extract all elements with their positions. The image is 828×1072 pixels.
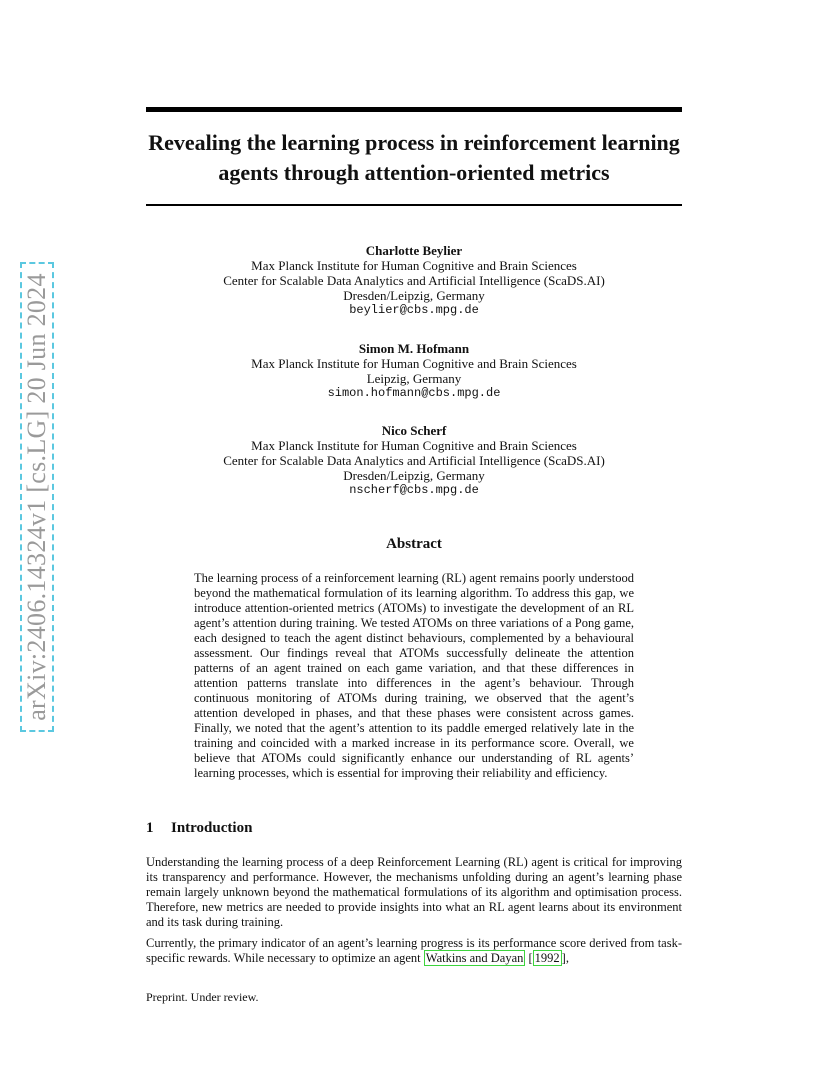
author-name: Charlotte Beylier — [365, 243, 463, 258]
author-name: Nico Scherf — [381, 423, 447, 438]
title-rule-top — [146, 107, 682, 112]
paper-title: Revealing the learning process in reinforcement learning agents through attention-oriented metrics — [148, 130, 680, 185]
title-rule-bottom — [146, 204, 682, 206]
author-block — [146, 341, 682, 401]
paragraph-text: Currently, the primary indicator of an agent’s learning progress is its performance score derived from task-specific rewards. While necessary to optimize an agent — [146, 936, 682, 965]
author-affiliation: Center for Scalable Data Analytics and Artificial Intelligence (ScaDS.AI) — [223, 273, 605, 288]
section-heading — [146, 820, 252, 837]
section-title: Introduction — [171, 820, 253, 836]
author-location: Leipzig, Germany — [366, 371, 462, 386]
author-email[interactable]: simon.hofmann@cbs.mpg.de — [327, 386, 501, 400]
author-affiliation: Max Planck Institute for Human Cognitive and Brain Sciences — [251, 258, 577, 273]
intro-paragraph: Understanding the learning process of a deep Reinforcement Learning (RL) agent is critical for improving its transparency and performance. However, the mechanisms unfolding during an agent’s learning phase remain largely unknown beyond the mathematical formulations of its algorithm and optimisation process. Therefore, new metrics are needed to provide insights into what an RL agent learns about its environment and its task during training. — [146, 855, 682, 929]
author-name: Simon M. Hofmann — [358, 341, 470, 356]
author-email[interactable]: beylier@cbs.mpg.de — [349, 303, 479, 317]
citation-bracket: ], — [561, 951, 569, 965]
author-block — [146, 243, 682, 318]
citation-bracket: [ — [525, 951, 533, 965]
footer-note: Preprint. Under review. — [146, 990, 259, 1004]
section-number: 1 — [146, 820, 154, 836]
author-location: Dresden/Leipzig, Germany — [343, 468, 485, 483]
citation-year-link[interactable]: 1992 — [534, 951, 560, 965]
abstract-text: The learning process of a reinforcement learning (RL) agent remains poorly understood beyond the mathematical formulation of its learning algorithm. To address this gap, we introduce attention-oriented metrics (ATOMs) to investigate the development of an RL agent’s attention during training. We tested ATOMs on three variations of a Pong game, each designed to teach the agent distinct behaviours, complemented by a behavioural assessment. Our findings reveal that ATOMs successfully delineate the attention patterns of an agent trained on each game variation, and that these differences in attention patterns translate into differences in the agent’s behaviour. Through continuous monitoring of ATOMs during training, we observed that the agent’s attention developed in phases, and that these phases were consistent across games. Finally, we noted that the agent’s attention to its paddle emerged relatively late in the training and coincided with a marked increase in its performance score. Overall, we believe that ATOMs could significantly enhance our understanding of RL agents’ learning processes, which is essential for improving their reliability and efficiency. — [194, 571, 634, 780]
intro-paragraph — [146, 936, 682, 966]
author-affiliation: Center for Scalable Data Analytics and Artificial Intelligence (ScaDS.AI) — [223, 453, 605, 468]
author-affiliation: Max Planck Institute for Human Cognitive and Brain Sciences — [251, 438, 577, 453]
author-affiliation: Max Planck Institute for Human Cognitive and Brain Sciences — [251, 356, 577, 371]
author-email[interactable]: nscherf@cbs.mpg.de — [349, 483, 479, 497]
arxiv-identifier[interactable]: arXiv:2406.14324v1 [cs.LG] 20 Jun 2024 — [22, 273, 51, 721]
author-location: Dresden/Leipzig, Germany — [343, 288, 485, 303]
abstract-heading: Abstract — [386, 536, 442, 552]
author-block — [146, 423, 682, 498]
citation-link[interactable]: Watkins and Dayan — [425, 951, 524, 965]
